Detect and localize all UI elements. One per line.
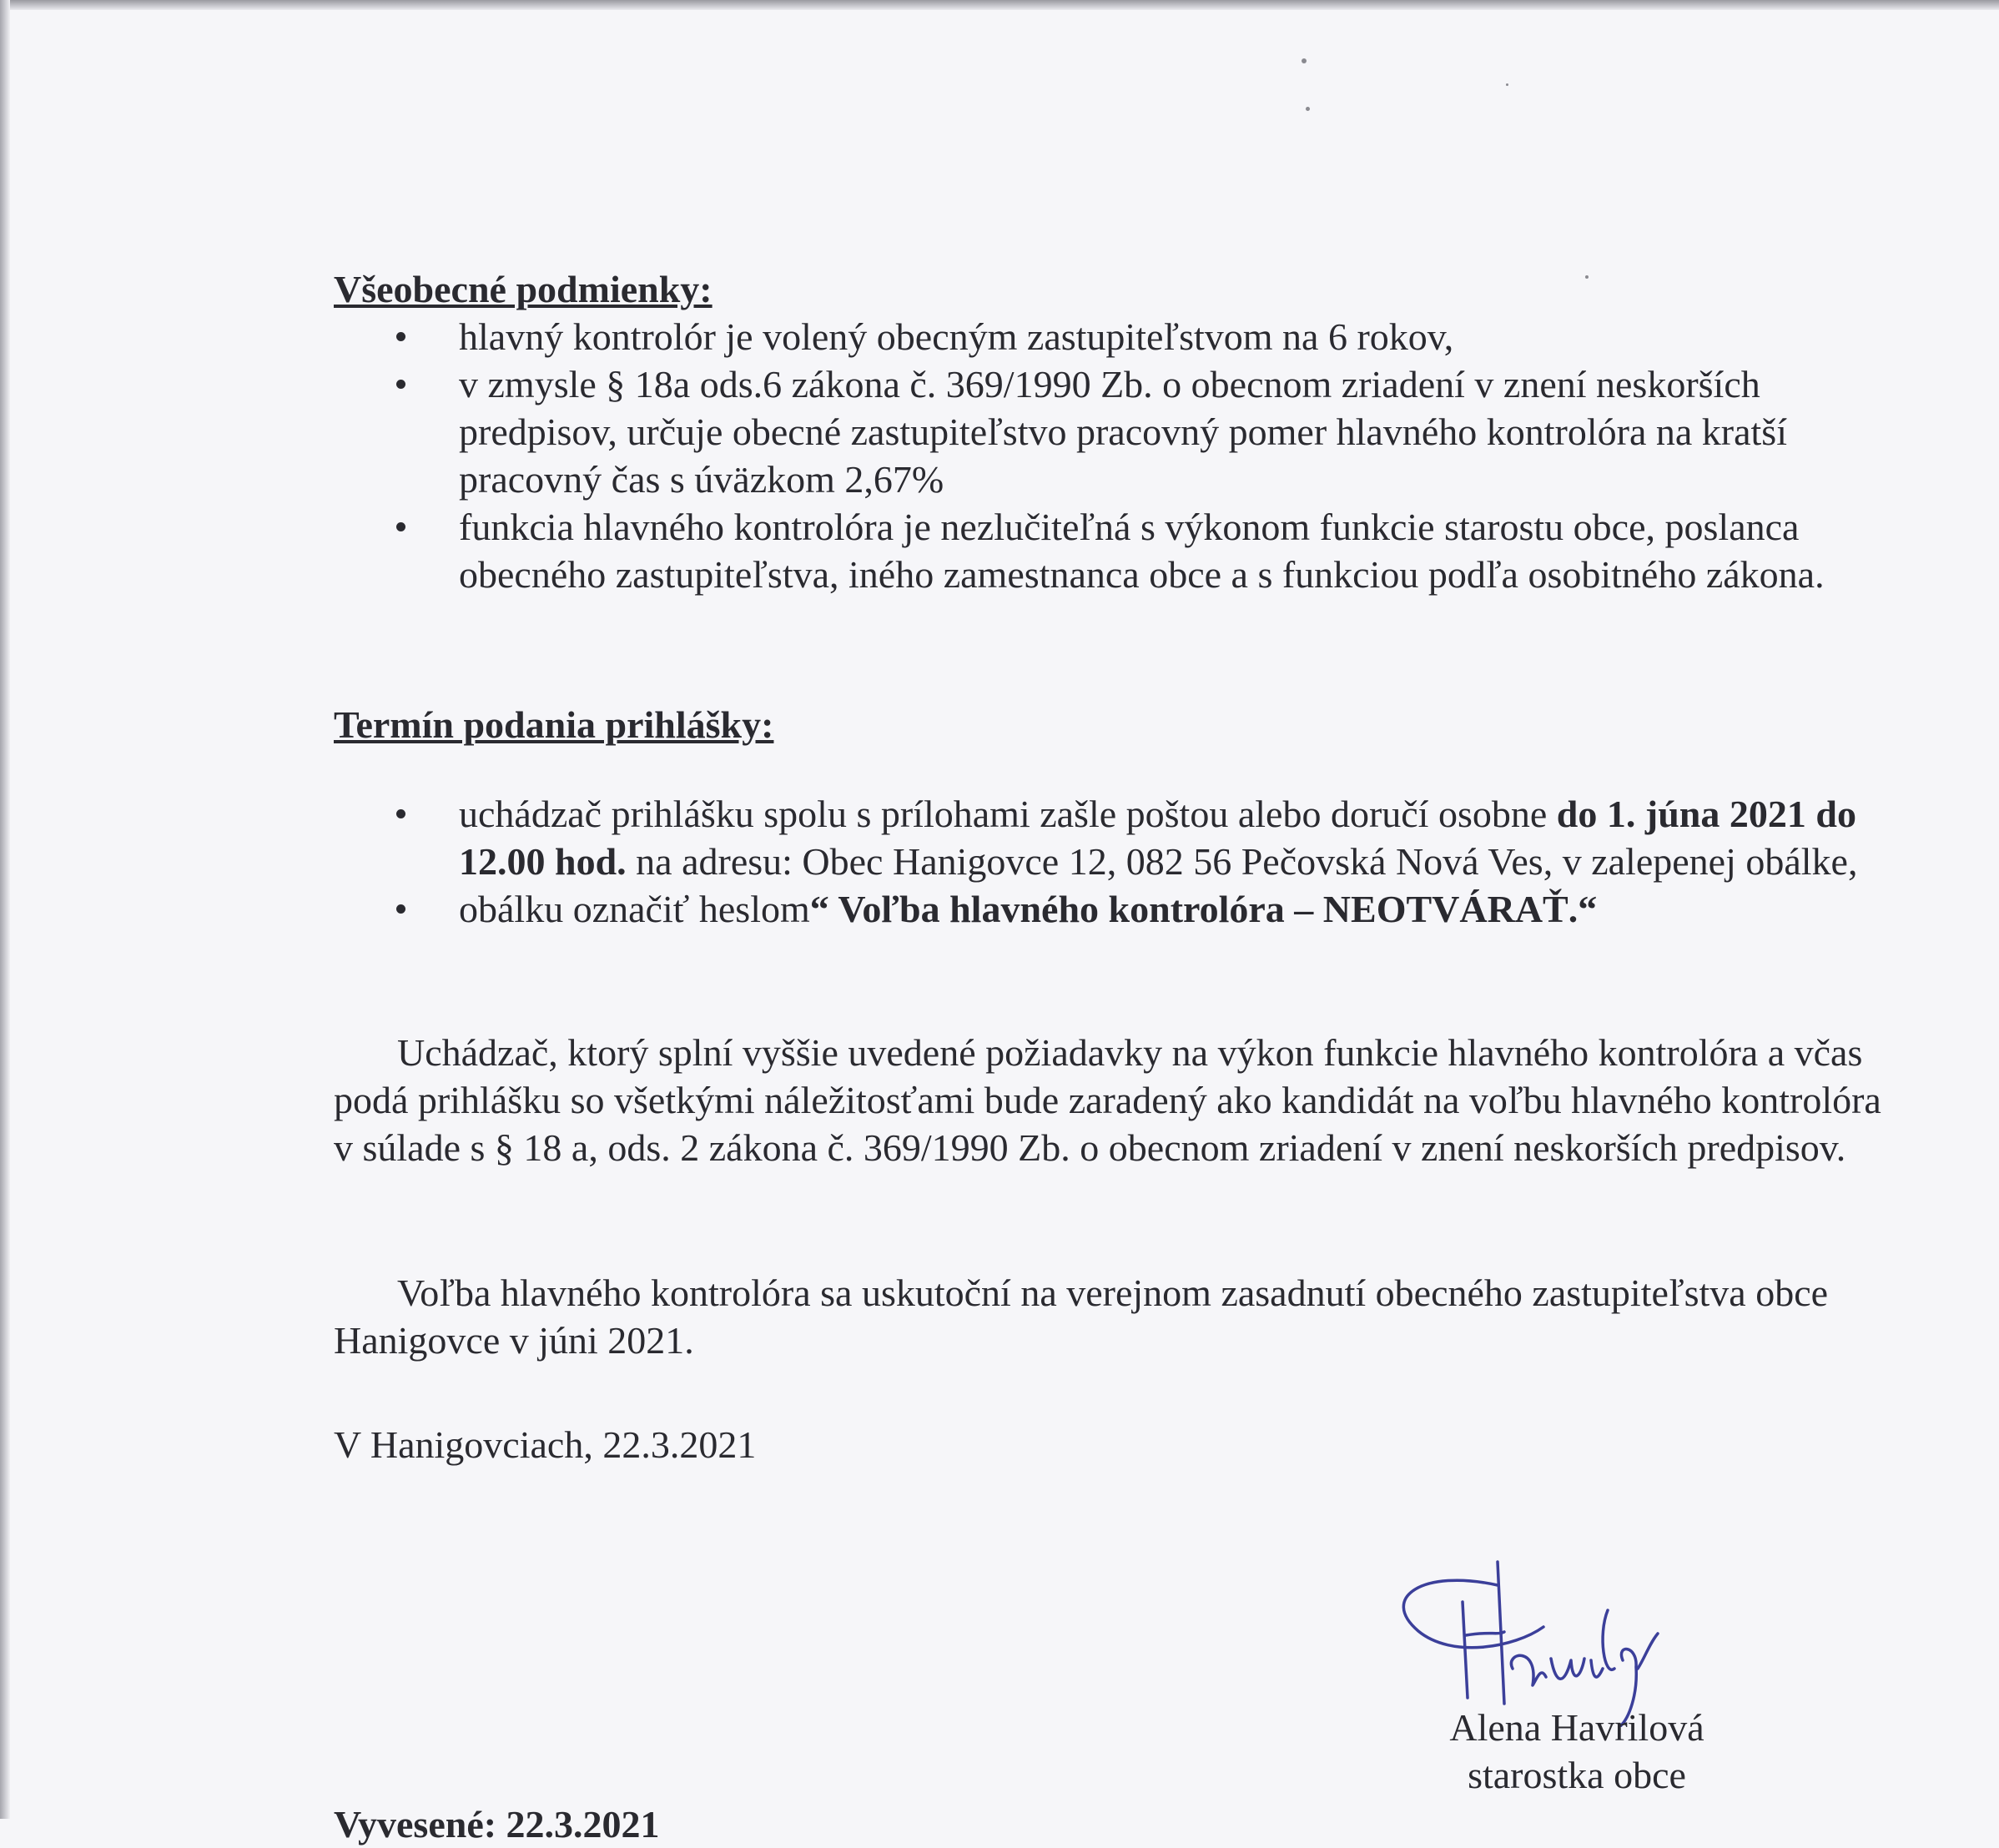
list-item: hlavný kontrolór je volený obecným zastupiteľstvom na 6 rokov,	[459, 313, 1927, 360]
signatory-block	[1418, 1704, 1735, 1799]
scan-speck	[1302, 58, 1307, 63]
list-item: funkcia hlavného kontrolóra je nezlučiteľná s výkonom funkcie starostu obce, poslanca obecného zastupiteľstva, iného zamestnanca obce a s funkciou podľa osobitného zákona.	[459, 503, 1927, 598]
envelope-instruction: obálku označiť heslom	[459, 888, 810, 930]
list-item	[459, 885, 1919, 933]
deadline-heading: Termín podania prihlášky:	[334, 703, 774, 746]
deadline-date: do 1. júna 2021 do 12.00 hod.	[459, 793, 1856, 883]
general-conditions-list	[459, 313, 1927, 598]
scan-speck	[1506, 83, 1508, 86]
place-and-date: V Hanigovciach, 22.3.2021	[334, 1423, 757, 1466]
deadline-list	[459, 790, 1919, 933]
election-paragraph: Voľba hlavného kontrolóra sa uskutoční na verejnom zasadnutí obecného zastupiteľstva obce Hanigovce v júni 2021.	[334, 1271, 1829, 1362]
general-conditions-heading: Všeobecné podmienky:	[334, 268, 712, 310]
candidate-paragraph: Uchádzač, ktorý splní vyššie uvedené požiadavky na výkon funkcie hlavného kontrolóra a včas podá prihlášku so všetkými náležitosťami bude zaradený ako kandidát na voľbu hlavného kontrolóra v súlade s § 18 a, ods. 2 zákona č. 369/1990 Zb. o obecnom zriadení v znení neskorších predpisov.	[334, 1031, 1881, 1169]
list-item: v zmysle § 18a ods.6 zákona č. 369/1990 Zb. o obecnom zriadení v znení neskorších predpisov, určuje obecné zastupiteľstvo pracovný pomer hlavného kontrolóra na kratší pracovný čas s úväzkom 2,67%	[459, 360, 1927, 503]
deadline-item-text: uchádzač prihlášku spolu s prílohami zašle poštou alebo doručí osobne	[459, 793, 1557, 835]
list-item	[459, 790, 1919, 885]
posted-date-line: Vyvesené: 22.3.2021	[334, 1803, 660, 1845]
signatory-role: starostka obce	[1468, 1754, 1686, 1796]
signatory-name: Alena Havrilová	[1449, 1706, 1704, 1749]
handwritten-signature	[1372, 1552, 1673, 1727]
scan-speck	[1306, 107, 1310, 111]
deadline-address: na adresu: Obec Hanigovce 12, 082 56 Pečovská Nová Ves, v zalepenej obálke,	[626, 840, 1858, 883]
envelope-slogan: “ Voľba hlavného kontrolóra – NEOTVÁRAŤ.“	[809, 888, 1598, 930]
scan-speck	[1585, 275, 1589, 279]
